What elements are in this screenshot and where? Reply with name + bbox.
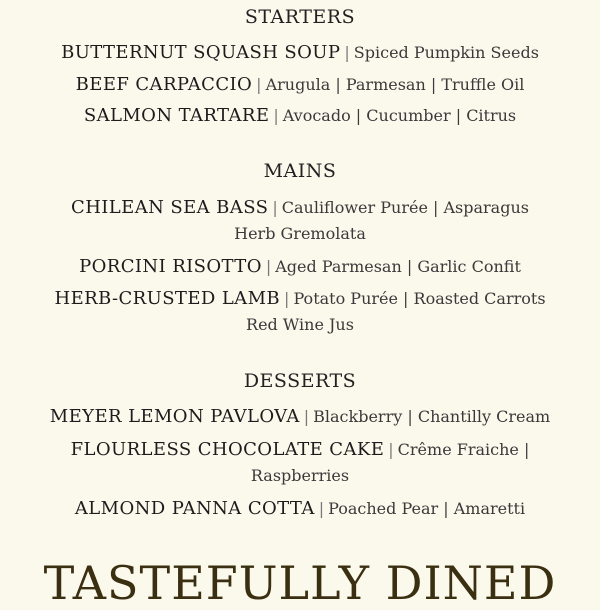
dish-name: ALMOND PANNA COTTA xyxy=(74,498,315,519)
dish-description-continued: Red Wine Jus xyxy=(246,315,354,334)
dish-description: Arugula | Parmesan | Truffle Oil xyxy=(265,75,525,94)
separator: | xyxy=(318,499,325,518)
separator: | xyxy=(256,75,262,94)
separator: | xyxy=(272,198,278,217)
separator: | xyxy=(273,106,279,125)
menu-item-herb-crusted-lamb xyxy=(0,290,600,308)
menu-item-almond-panna-cotta xyxy=(0,500,600,518)
dish-description: Cauliflower Purée | Asparagus xyxy=(281,198,529,217)
separator: | xyxy=(303,407,310,426)
separator: | xyxy=(265,257,272,276)
dish-name: PORCINI RISOTTO xyxy=(79,256,262,277)
separator: | xyxy=(388,440,394,459)
brand-wordmark: TASTEFULLY DINED xyxy=(43,556,557,610)
dish-name: SALMON TARTARE xyxy=(83,105,270,126)
menu-item-porcini-risotto xyxy=(0,258,600,276)
dish-name: BEEF CARPACCIO xyxy=(75,74,253,95)
menu-item-salmon-tartare xyxy=(0,107,600,125)
dish-name: HERB-CRUSTED LAMB xyxy=(54,288,281,309)
menu-item-chilean-sea-bass-line2 xyxy=(0,226,600,242)
menu-item-flourless-chocolate-cake xyxy=(0,441,600,459)
dish-description: Potato Purée | Roasted Carrots xyxy=(293,289,546,308)
dish-description: Crême Fraiche | xyxy=(397,440,530,459)
dish-description-continued: Raspberries xyxy=(250,466,350,485)
separator: | xyxy=(344,43,350,62)
dish-description: Blackberry | Chantilly Cream xyxy=(313,407,551,426)
menu-item-herb-crusted-lamb-line2 xyxy=(0,317,600,333)
menu-item-flourless-chocolate-cake-line2 xyxy=(0,468,600,484)
section-title-mains: MAINS xyxy=(263,160,337,182)
menu-item-beef-carpaccio xyxy=(0,76,600,94)
dish-description: Poached Pear | Amaretti xyxy=(328,499,526,518)
menu-item-meyer-lemon-pavlova xyxy=(0,408,600,426)
dish-description: Aged Parmesan | Garlic Confit xyxy=(275,257,521,276)
dish-description: Avocado | Cucumber | Citrus xyxy=(282,106,517,125)
menu-item-chilean-sea-bass xyxy=(0,199,600,217)
separator: | xyxy=(284,289,290,308)
dish-name: CHILEAN SEA BASS xyxy=(71,197,269,218)
dish-description: Spiced Pumpkin Seeds xyxy=(353,43,539,62)
section-title-starters: STARTERS xyxy=(244,6,356,28)
dish-name: FLOURLESS CHOCOLATE CAKE xyxy=(70,439,385,460)
dish-name: BUTTERNUT SQUASH SOUP xyxy=(61,42,341,63)
menu-item-butternut-squash-soup xyxy=(0,44,600,62)
section-title-desserts: DESSERTS xyxy=(243,370,357,392)
dish-description-continued: Herb Gremolata xyxy=(234,224,366,243)
dish-name: MEYER LEMON PAVLOVA xyxy=(49,406,300,427)
